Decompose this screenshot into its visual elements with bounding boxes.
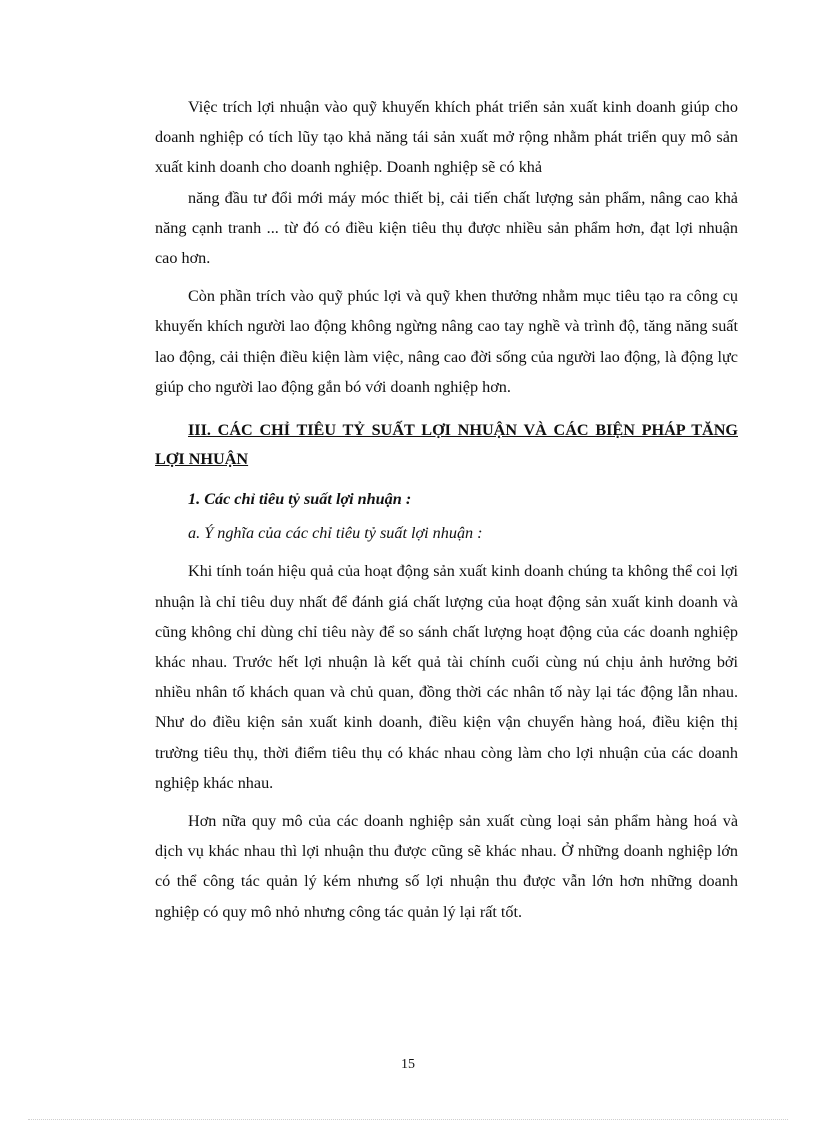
page-number: 15: [401, 1057, 415, 1072]
page-body: [155, 92, 738, 927]
paragraph-profit-reinvestment: Việc trích lợi nhuận vào quỹ khuyến khích phát triển sản xuất kinh doanh giúp cho doanh nghiệp có tích lũy tạo khả năng tái sản xuất mở rộng nhằm phát triển quy mô sản xuất kinh doanh cho doanh nghiệp. Doanh nghiệp sẽ có khả: [155, 98, 738, 177]
paragraph-efficiency: Khi tính toán hiệu quả của hoạt động sản xuất kinh doanh chúng ta không thể coi lợi nhuận là chỉ tiêu duy nhất để đánh giá chất lượng của hoạt động sản xuất kinh doanh và cũng không chỉ dùng chỉ tiêu này để so sánh chất lượng hoạt động của các doanh nghiệp khác nhau. Trước hết lợi nhuận là kết quả tài chính cuối cùng nú chịu ảnh hưởng bởi nhiều nhân tố khách quan và chủ quan, đồng thời các nhân tố này lại tác động lẫn nhau. Như do điều kiện sản xuất kinh doanh, điều kiện vận chuyển hàng hoá, điều kiện thị trường tiêu thụ, thời điểm tiêu thụ có khác nhau còng làm cho lợi nhuận của các doanh nghiệp khác nhau.: [155, 562, 738, 792]
subheading-meaning: a. Ý nghĩa của các chỉ tiêu tỷ suất lợi nhuận :: [188, 524, 483, 543]
paragraph-equipment-investment: năng đầu tư đổi mới máy móc thiết bị, cải tiến chất lượng sản phẩm, nâng cao khả năng cạnh tranh ... từ đó có điều kiện tiêu thụ được nhiều sản phẩm hơn, đạt lợi nhuận cao hơn.: [155, 188, 738, 268]
section-heading: III. CÁC CHỈ TIÊU TỶ SUẤT LỢI NHUẬN VÀ CÁC BIỆN PHÁP TĂNG LỢI NHUẬN: [155, 421, 738, 469]
paragraph-scale: Hơn nữa quy mô của các doanh nghiệp sản xuất cùng loại sản phẩm hàng hoá và dịch vụ khác nhau thì lợi nhuận thu được cũng sẽ khác nhau. Ở những doanh nghiệp lớn có thể công tác quản lý kém nhưng số lợi nhuận thu được vẫn lớn hơn những doanh nghiệp có quy mô nhỏ nhưng công tác quản lý lại rất tốt.: [155, 812, 738, 921]
subheading-profit-ratios: 1. Các chỉ tiêu tỷ suất lợi nhuận :: [188, 490, 412, 509]
paragraph-welfare-fund: Còn phần trích vào quỹ phúc lợi và quỹ khen thưởng nhằm mục tiêu tạo ra công cụ khuyến khích người lao động không ngừng nâng cao tay nghề và trình độ, tăng năng suất lao động, cải thiện điều kiện làm việc, nâng cao đời sống của người lao động, là động lực giúp cho người lao động gắn bó với doanh nghiệp hơn.: [155, 287, 738, 396]
page-bottom-divider: [28, 1119, 788, 1120]
